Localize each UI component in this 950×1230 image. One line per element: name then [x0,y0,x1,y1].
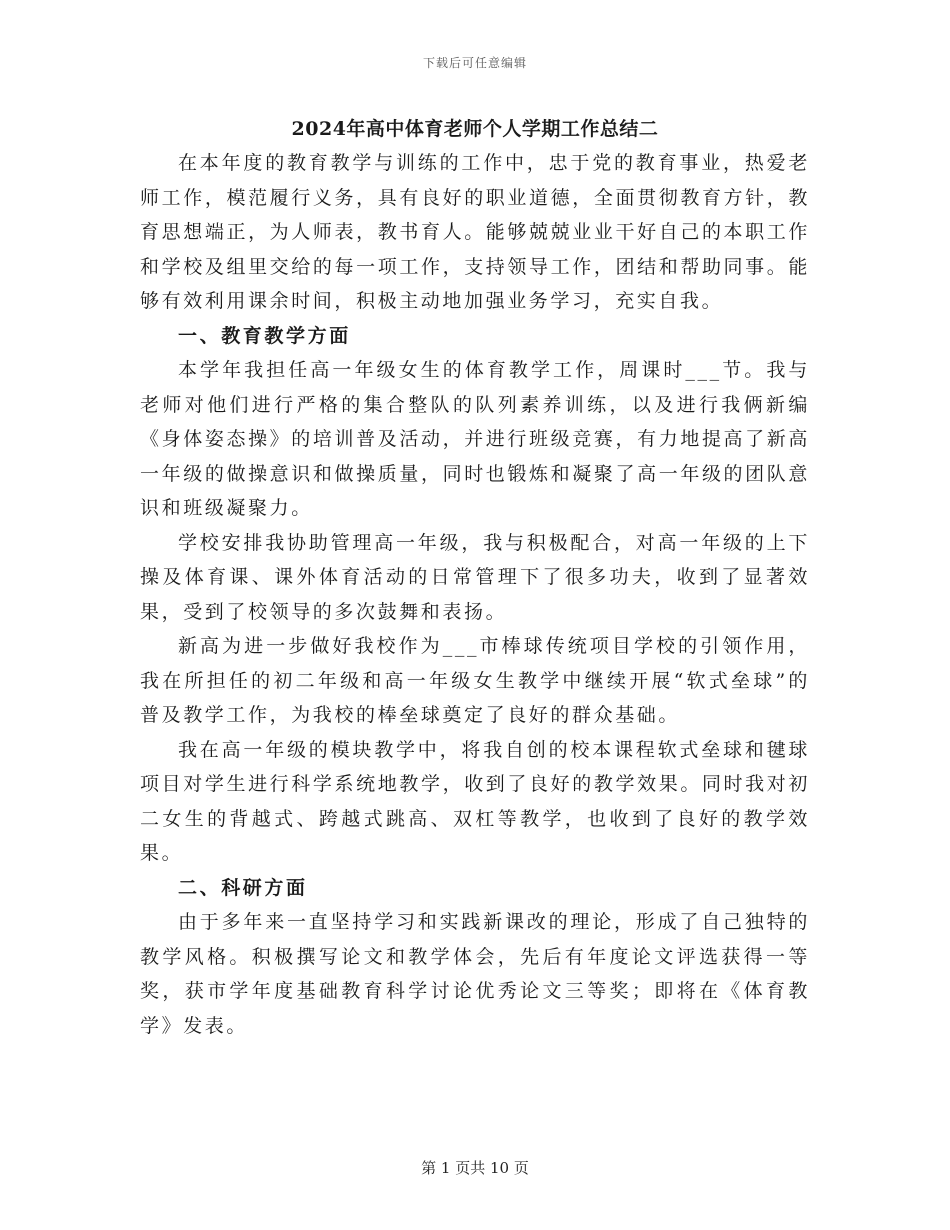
paragraph-research-1: 由于多年来一直坚持学习和实践新课改的理论，形成了自己独特的教学风格。积极撰写论文和教学体会，先后有年度论文评选获得一等奖，获市学年度基础教育科学讨论优秀论文三等奖；即将在《体育教学》发表。 [140,911,810,1037]
section-heading-teaching: 一、教育教学方面 [178,324,351,347]
document-body [140,146,810,1043]
header-note: 下载后可任意编辑 [422,56,527,70]
paragraph-teaching-4: 我在高一年级的模块教学中，将我自创的校本课程软式垒球和毽球项目对学生进行科学系统地教学，收到了良好的教学效果。同时我对初二女生的背越式、跨越式跳高、双杠等教学，也收到了良好的教学效果。 [140,738,810,864]
paragraph-intro: 在本年度的教育教学与训练的工作中，忠于党的教育事业，热爱老师工作，模范履行义务，具有良好的职业道德，全面贯彻教育方针，教育思想端正，为人师表，教书育人。能够兢兢业业干好自己的本职工作和学校及组里交给的每一项工作，支持领导工作，团结和帮助同事。能够有效利用课余时间，积极主动地加强业务学习，充实自我。 [140,152,810,312]
section-heading-research: 二、科研方面 [178,876,308,899]
page-number-footer: 第 1 页共 10 页 [421,1159,529,1177]
paragraph-teaching-1: 本学年我担任高一年级女生的体育教学工作，周课时___节。我与老师对他们进行严格的集合整队的队列素养训练，以及进行我俩新编《身体姿态操》的培训普及活动，并进行班级竞赛，有力地提高了新高一年级的做操意识和做操质量，同时也锻炼和凝聚了高一年级的团队意识和班级凝聚力。 [140,359,810,519]
document-title: 2024年高中体育老师个人学期工作总结二 [291,118,659,140]
paragraph-teaching-2: 学校安排我协助管理高一年级，我与积极配合，对高一年级的上下操及体育课、课外体育活动的日常管理下了很多功夫，收到了显著效果，受到了校领导的多次鼓舞和表扬。 [140,531,810,623]
paragraph-teaching-3: 新高为进一步做好我校作为___市棒球传统项目学校的引领作用，我在所担任的初二年级和高一年级女生教学中继续开展“软式垒球”的普及教学工作，为我校的棒垒球奠定了良好的群众基础。 [140,635,810,726]
